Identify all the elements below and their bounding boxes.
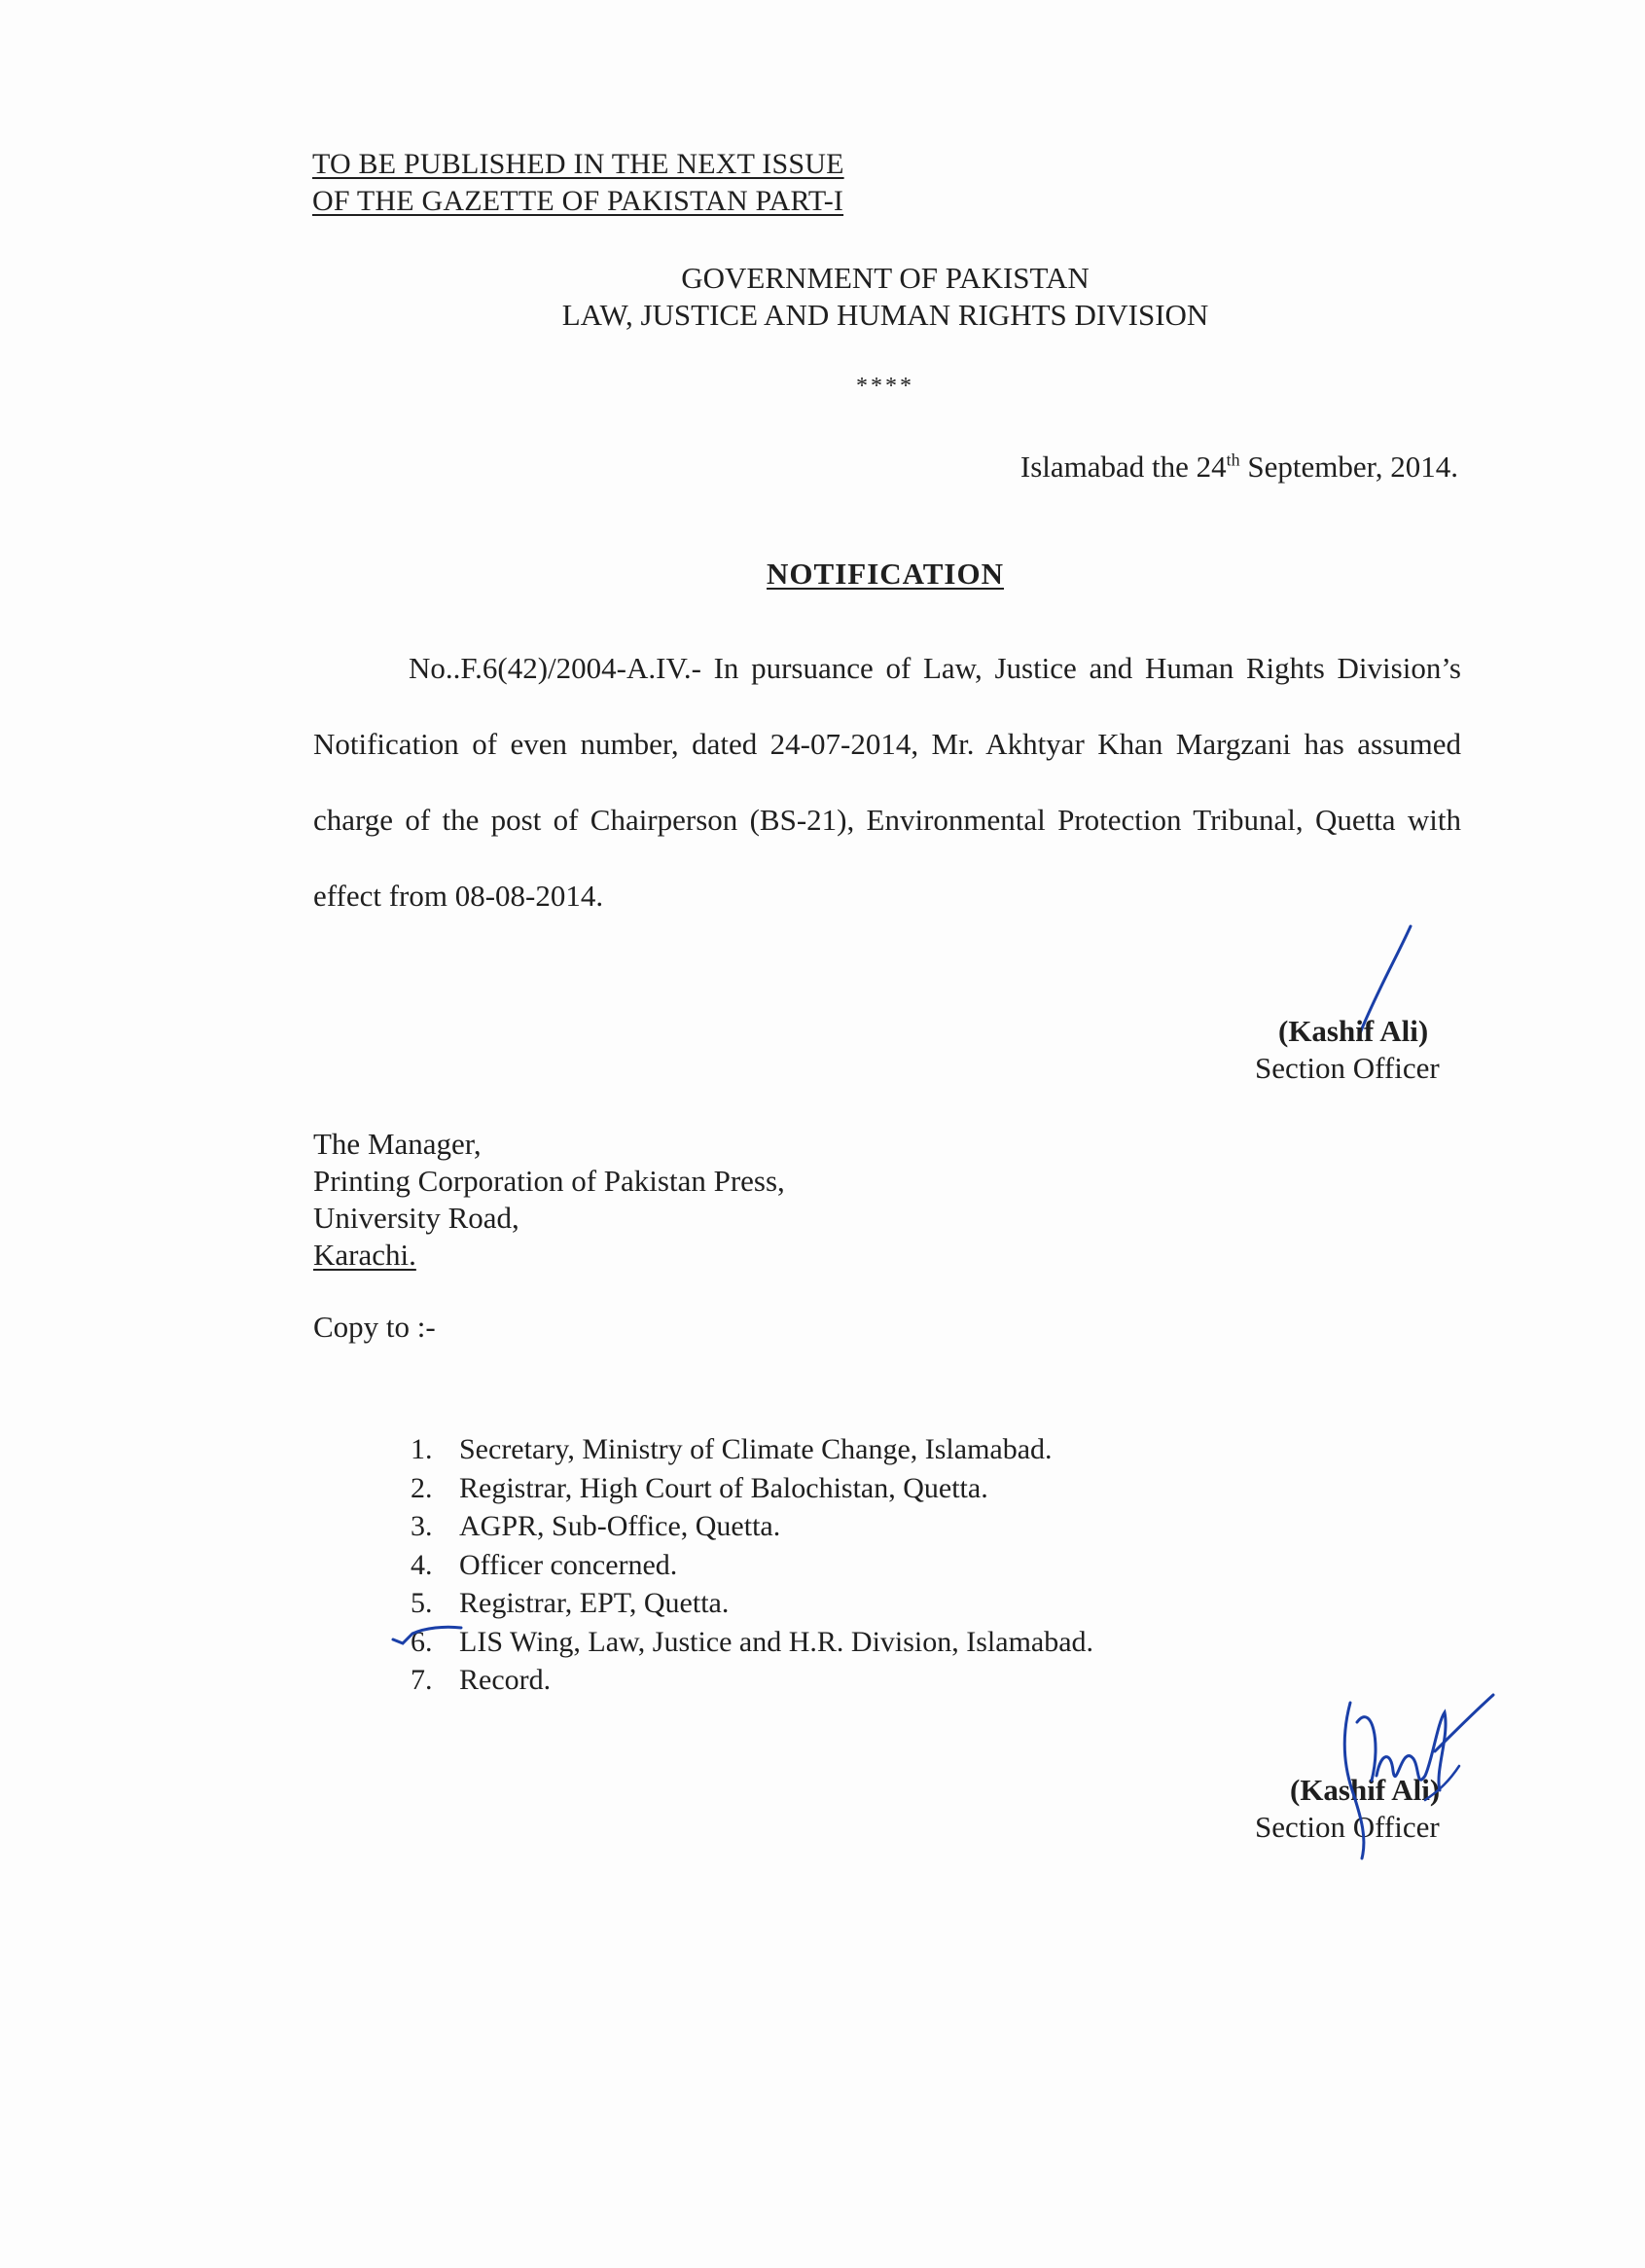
list-item: 4. Officer concerned. bbox=[411, 1548, 678, 1581]
header-separator: **** bbox=[856, 374, 914, 399]
date-line bbox=[1020, 450, 1458, 485]
list-item: 7. Record. bbox=[411, 1664, 552, 1696]
publication-notice-line1: TO BE PUBLISHED IN THE NEXT ISSUE bbox=[312, 148, 844, 180]
copy-to-list bbox=[411, 1430, 1093, 1700]
tick-mark bbox=[391, 1622, 469, 1651]
addressee-line3: University Road, bbox=[313, 1201, 519, 1235]
notification-body: No..F.6(42)/2004-A.IV.- In pursuance of Law, Justice and Human Rights Division’s Notification of even number, dated 24-07-2014, Mr. Akhtyar Khan Margzani has assumed charge of the post of Chairperson (BS-21), Environmental Protection Tribunal, Quetta with effect from 08-08-2014. bbox=[313, 651, 1461, 913]
date-prefix: Islamabad the bbox=[1019, 450, 1189, 484]
date-ordinal: th bbox=[1226, 450, 1240, 470]
notification-title: NOTIFICATION bbox=[767, 557, 1004, 591]
signature-1-designation: Section Officer bbox=[1255, 1051, 1440, 1085]
signature-2-designation: Section Officer bbox=[1255, 1810, 1440, 1844]
list-item: 2. Registrar, High Court of Balochistan, Quetta. bbox=[411, 1471, 988, 1504]
addressee-line4: Karachi. bbox=[313, 1238, 416, 1272]
division-heading: LAW, JUSTICE AND HUMAN RIGHTS DIVISION bbox=[561, 298, 1209, 332]
addressee-line2: Printing Corporation of Pakistan Press, bbox=[313, 1164, 785, 1198]
addressee-line1: The Manager, bbox=[313, 1127, 482, 1161]
date-rest: September, 2014. bbox=[1247, 450, 1458, 484]
copy-to-label: Copy to :- bbox=[313, 1310, 436, 1344]
list-item: 1. Secretary, Ministry of Climate Change, Islamabad. bbox=[411, 1433, 1053, 1465]
signature-2-name: (Kashif Ali) bbox=[1290, 1773, 1441, 1807]
government-heading: GOVERNMENT OF PAKISTAN bbox=[681, 261, 1090, 295]
list-item: 6. LIS Wing, Law, Justice and H.R. Division, Islamabad. bbox=[411, 1625, 1094, 1658]
handwritten-signature bbox=[1323, 1683, 1508, 1868]
list-item: 3. AGPR, Sub-Office, Quetta. bbox=[411, 1510, 781, 1542]
signature-1-name: (Kashif Ali) bbox=[1278, 1014, 1429, 1048]
list-item: 5. Registrar, EPT, Quetta. bbox=[411, 1587, 730, 1619]
date-day: 24 bbox=[1196, 450, 1227, 484]
publication-notice-line2: OF THE GAZETTE OF PAKISTAN PART-I bbox=[312, 185, 844, 217]
